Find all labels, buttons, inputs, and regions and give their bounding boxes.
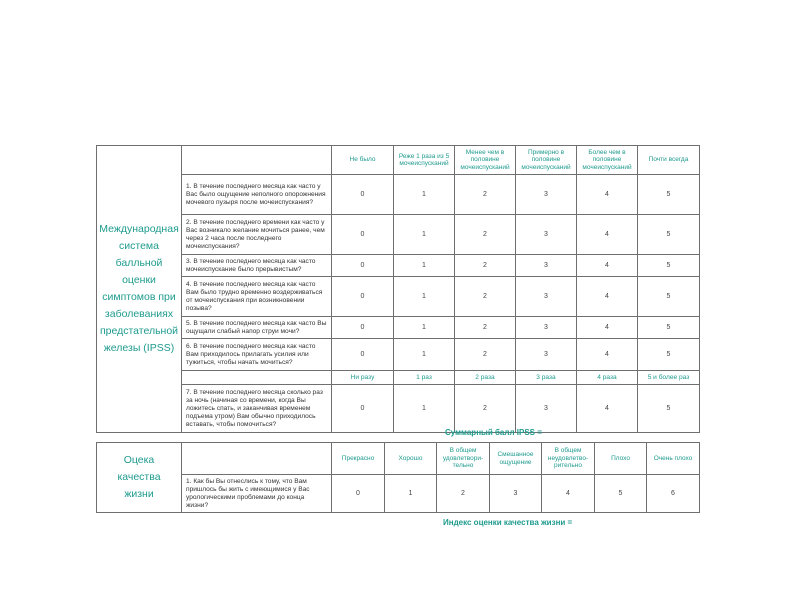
score-option[interactable]: 5 (638, 339, 700, 371)
ipss-question: 5. В течение последнего месяца как часто Вы ощущали слабый напор струи мочи? (182, 317, 332, 339)
qol-header-blank (182, 443, 332, 475)
score-option[interactable]: 2 (455, 255, 516, 277)
score-option[interactable]: 5 (638, 317, 700, 339)
ipss-header: Менее чем в половине мочеиспусканий (455, 146, 516, 175)
score-option[interactable]: 0 (332, 255, 394, 277)
qol-header: Смешанное ощущение (490, 443, 542, 475)
ipss-header: Реже 1 раза из 5 мочеиспусканий (394, 146, 455, 175)
ipss-sum-label: Суммарный балл IPSS = (445, 428, 542, 437)
night-header: 5 и более раз (638, 371, 700, 385)
qol-score-option[interactable]: 6 (647, 475, 700, 513)
qol-score-option[interactable]: 2 (437, 475, 490, 513)
score-option[interactable]: 0 (332, 175, 394, 215)
night-header: 4 раза (577, 371, 638, 385)
score-option[interactable]: 2 (455, 215, 516, 255)
qol-title: Оцека качества жизни (97, 443, 182, 513)
score-option[interactable]: 5 (638, 277, 700, 317)
score-option[interactable]: 4 (577, 175, 638, 215)
score-option[interactable]: 2 (455, 339, 516, 371)
score-option[interactable]: 2 (455, 385, 516, 433)
score-option[interactable]: 4 (577, 215, 638, 255)
score-option[interactable]: 0 (332, 215, 394, 255)
score-option[interactable]: 2 (455, 277, 516, 317)
ipss-question: 1. В течение последнего месяца как часто у Вас было ощущение неполного опорожнения мочевого пузыря после мочеиспускания? (182, 175, 332, 215)
ipss-header: Более чем в половине мочеиспусканий (577, 146, 638, 175)
night-header: 1 раз (394, 371, 455, 385)
qol-score-option[interactable]: 0 (332, 475, 385, 513)
score-option[interactable]: 0 (332, 277, 394, 317)
score-option[interactable]: 1 (394, 175, 455, 215)
night-header-blank (182, 371, 332, 385)
score-option[interactable]: 4 (577, 255, 638, 277)
score-option[interactable]: 0 (332, 339, 394, 371)
score-option[interactable]: 0 (332, 317, 394, 339)
score-option[interactable]: 3 (516, 339, 577, 371)
score-option[interactable]: 3 (516, 215, 577, 255)
header-blank (182, 146, 332, 175)
ipss-header: Не было (332, 146, 394, 175)
qol-score-option[interactable]: 3 (490, 475, 542, 513)
ipss-question: 4. В течение последнего месяца как часто Вам было трудно временно воздерживаться от мочеиспускания при возникновении позыва? (182, 277, 332, 317)
qol-header: Очень плохо (647, 443, 700, 475)
score-option[interactable]: 3 (516, 385, 577, 433)
night-header: 3 раза (516, 371, 577, 385)
score-option[interactable]: 0 (332, 385, 394, 433)
ipss-question-night: 7. В течение последнего месяца сколько раз за ночь (начиная со времени, когда Вы ложитесь спать, и заканчивая временем подъема утром) Вам обычно приходилось вставать, чтобы помочиться? (182, 385, 332, 433)
score-option[interactable]: 5 (638, 175, 700, 215)
night-header: Ни разу (332, 371, 394, 385)
score-option[interactable]: 3 (516, 317, 577, 339)
qol-sum-label: Индекс оценки качества жизни = (443, 518, 573, 527)
night-header: 2 раза (455, 371, 516, 385)
score-option[interactable]: 1 (394, 215, 455, 255)
score-option[interactable]: 1 (394, 317, 455, 339)
score-option[interactable]: 2 (455, 175, 516, 215)
score-option[interactable]: 5 (638, 255, 700, 277)
ipss-title: Международная система балльной оценки симптомов при заболеваниях предстательной железы (IPSS) (97, 146, 182, 433)
score-option[interactable]: 1 (394, 385, 455, 433)
ipss-question: 2. В течение последнего времени как часто у Вас возникало желание мочиться ранее, чем через 2 часа после последнего мочеиспускания? (182, 215, 332, 255)
qol-score-option[interactable]: 1 (385, 475, 437, 513)
qol-header: В общем удовлетвори-тельно (437, 443, 490, 475)
score-option[interactable]: 4 (577, 317, 638, 339)
score-option[interactable]: 4 (577, 339, 638, 371)
qol-header: Прекрасно (332, 443, 385, 475)
qol-header: Хорошо (385, 443, 437, 475)
ipss-table (96, 145, 700, 433)
score-option[interactable]: 3 (516, 175, 577, 215)
score-option[interactable]: 5 (638, 215, 700, 255)
ipss-header: Почти всегда (638, 146, 700, 175)
qol-table (96, 442, 700, 513)
ipss-question: 6. В течение последнего месяца как часто Вам приходилось прилагать усилия или тужиться, чтобы начать мочиться? (182, 339, 332, 371)
score-option[interactable]: 3 (516, 277, 577, 317)
score-option[interactable]: 4 (577, 385, 638, 433)
ipss-question: 3. В течение последнего месяца как часто мочеиспускание было прерывистым? (182, 255, 332, 277)
qol-question: 1. Как бы Вы отнеслись к тому, что Вам пришлось бы жить с имеющимися у Вас урологическими проблемами до конца жизни? (182, 475, 332, 513)
score-option[interactable]: 2 (455, 317, 516, 339)
qol-header: В общем неудовлетво-рительно (542, 443, 595, 475)
ipss-header: Примерно в половине мочеиспусканий (516, 146, 577, 175)
qol-score-option[interactable]: 4 (542, 475, 595, 513)
score-option[interactable]: 1 (394, 339, 455, 371)
qol-score-option[interactable]: 5 (595, 475, 647, 513)
qol-header: Плохо (595, 443, 647, 475)
score-option[interactable]: 1 (394, 255, 455, 277)
score-option[interactable]: 5 (638, 385, 700, 433)
score-option[interactable]: 1 (394, 277, 455, 317)
score-option[interactable]: 3 (516, 255, 577, 277)
score-option[interactable]: 4 (577, 277, 638, 317)
